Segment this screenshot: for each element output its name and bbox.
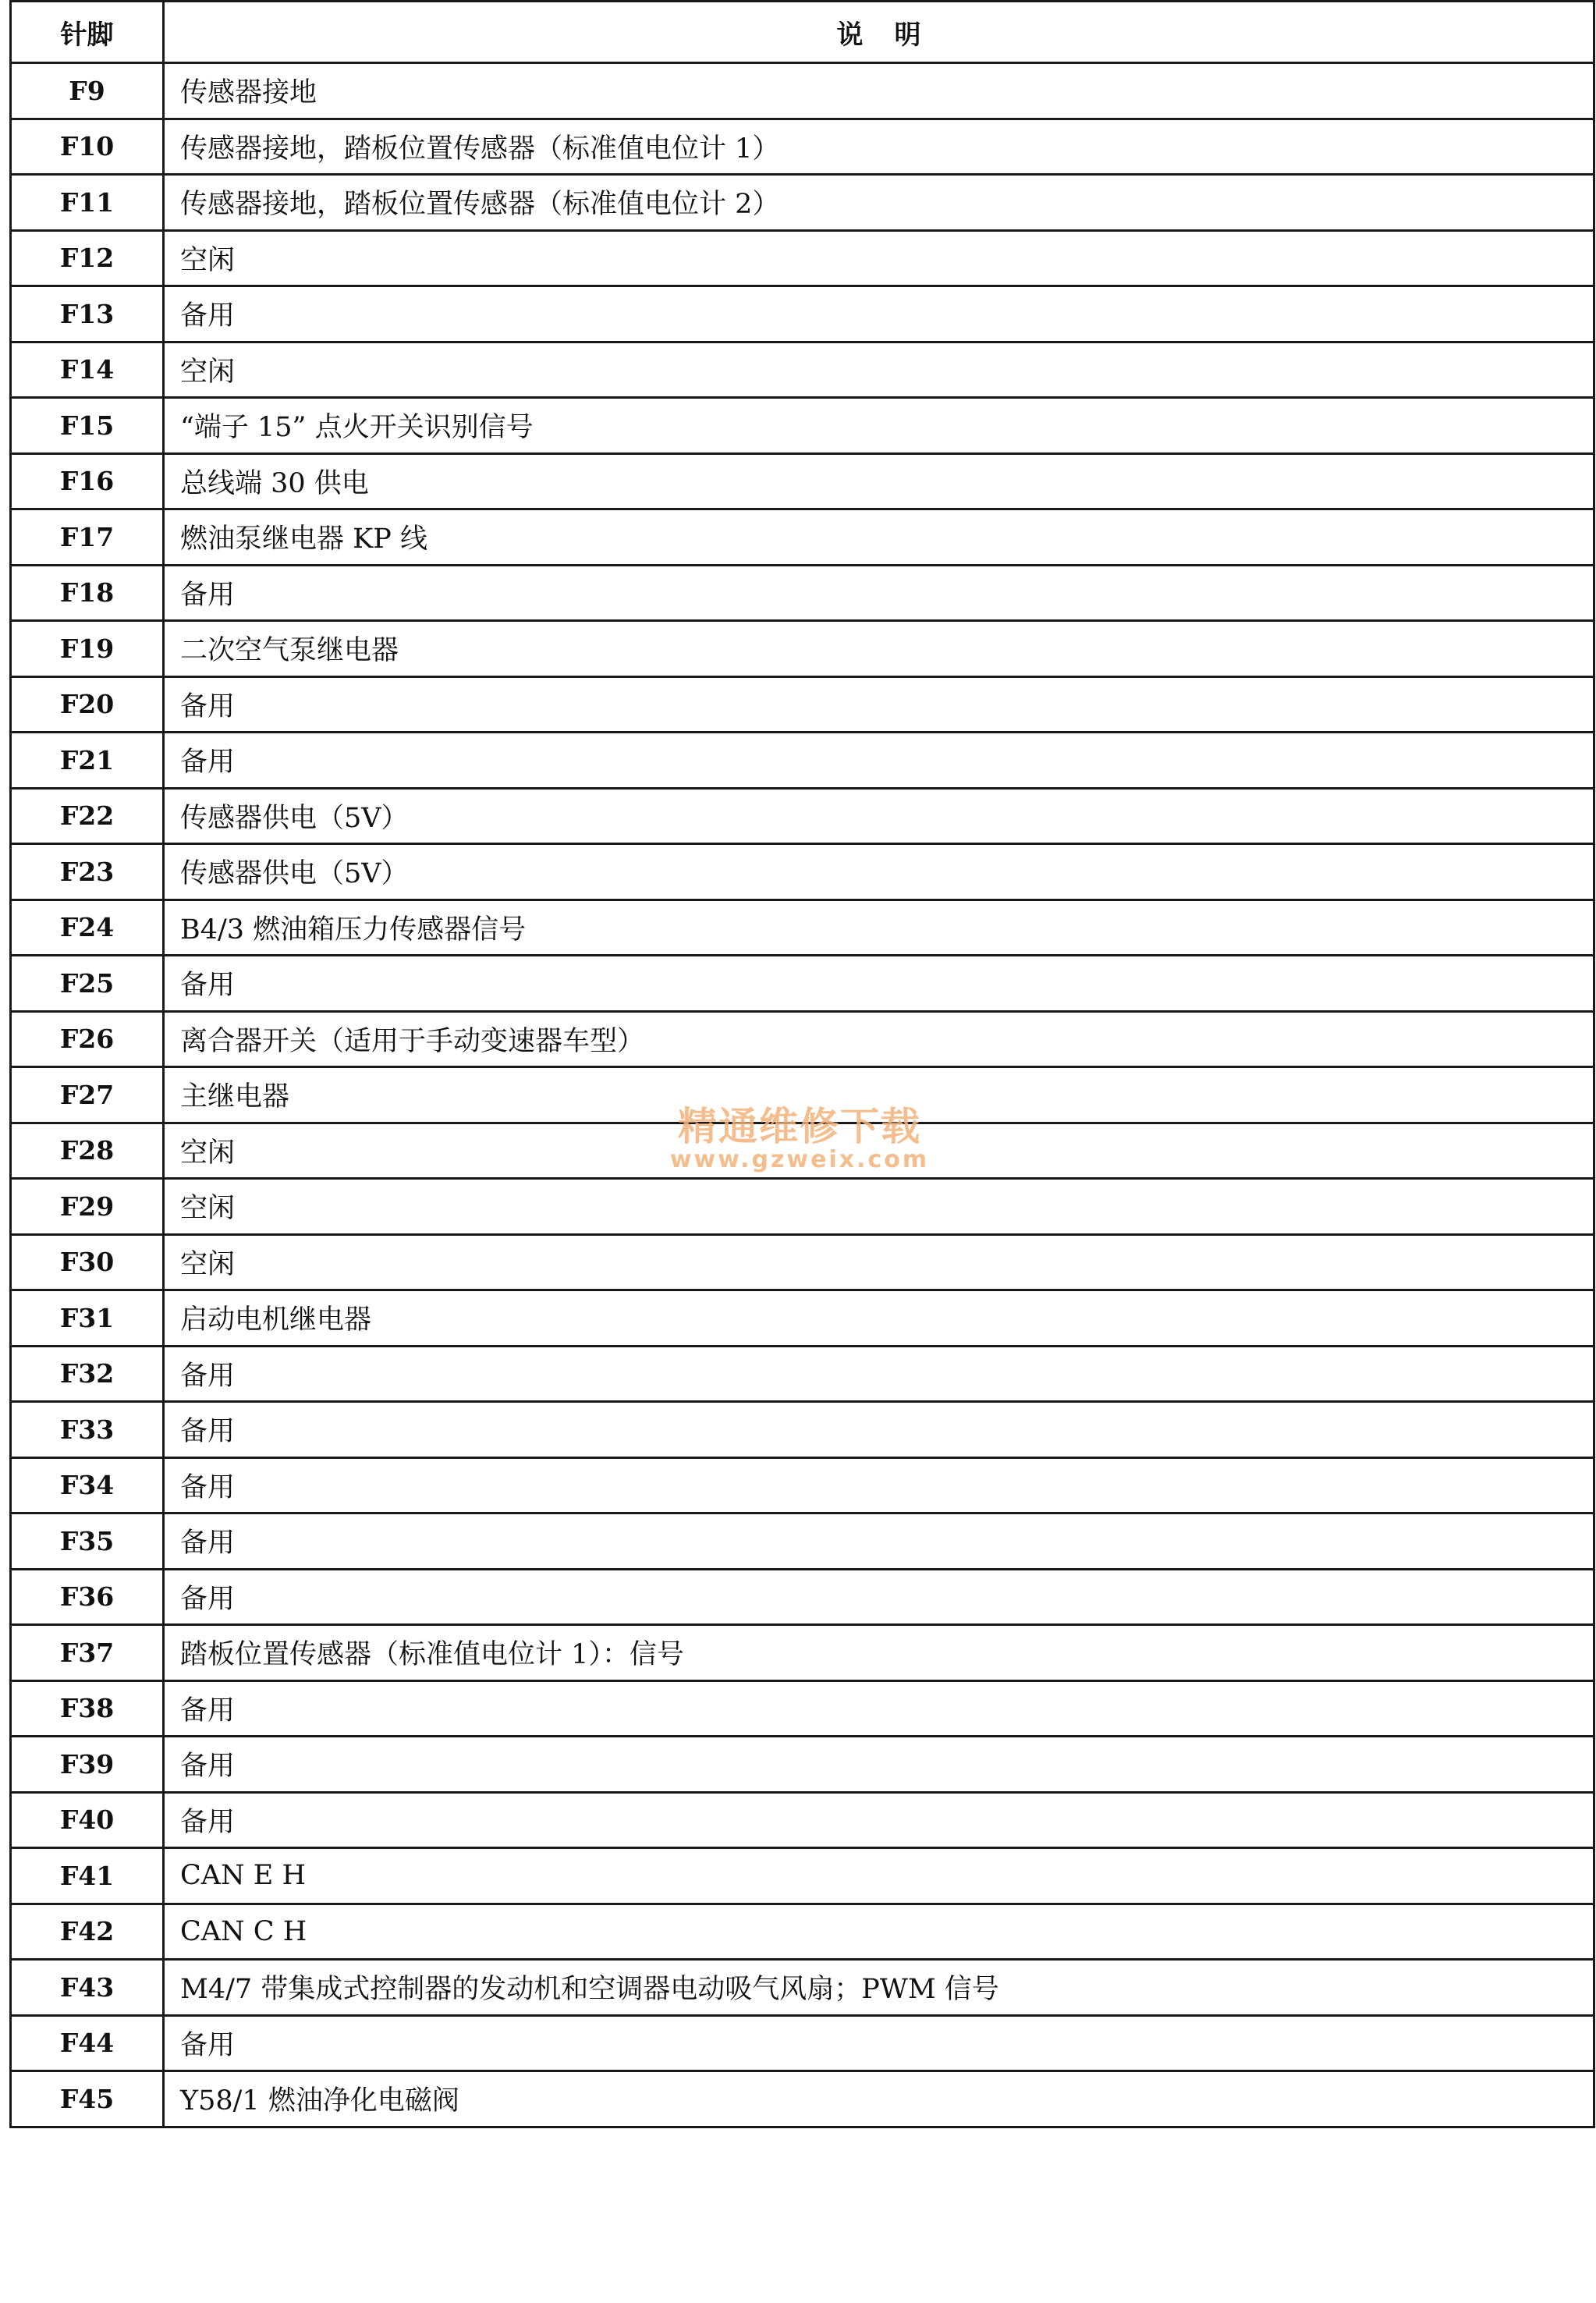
table-header (11, 2, 1594, 63)
description-cell: 备用 (164, 1346, 1594, 1402)
pin-cell: F32 (11, 1346, 164, 1402)
table-row (11, 1737, 1594, 1793)
header-description: 说明 (164, 2, 1594, 63)
description-cell: 备用 (164, 1457, 1594, 1513)
description-cell: 备用 (164, 565, 1594, 621)
pin-cell: F19 (11, 621, 164, 677)
pin-cell: F20 (11, 676, 164, 733)
description-cell: 传感器供电（5V） (164, 788, 1594, 844)
pin-cell: F43 (11, 1960, 164, 2016)
pin-cell: F18 (11, 565, 164, 621)
table-row (11, 900, 1594, 956)
pin-cell: F37 (11, 1625, 164, 1681)
table-row (11, 1792, 1594, 1848)
table-row (11, 1904, 1594, 1960)
table-row (11, 398, 1594, 454)
pin-cell: F10 (11, 119, 164, 175)
pin-cell: F40 (11, 1792, 164, 1848)
table-row (11, 1011, 1594, 1067)
table-row (11, 63, 1594, 119)
description-cell: 备用 (164, 1792, 1594, 1848)
pin-cell: F30 (11, 1234, 164, 1290)
description-cell: 备用 (164, 1680, 1594, 1737)
table-row (11, 1569, 1594, 1625)
description-cell: 备用 (164, 2015, 1594, 2071)
table-row (11, 1290, 1594, 1347)
description-cell: 空闲 (164, 230, 1594, 286)
pin-cell: F11 (11, 175, 164, 231)
pin-cell: F12 (11, 230, 164, 286)
table-row (11, 1457, 1594, 1513)
pin-cell: F23 (11, 844, 164, 900)
pin-cell: F24 (11, 900, 164, 956)
table-row (11, 342, 1594, 398)
table-row (11, 1960, 1594, 2016)
table-row (11, 1680, 1594, 1737)
pin-cell: F13 (11, 286, 164, 342)
table-row (11, 230, 1594, 286)
description-cell: 传感器接地，踏板位置传感器（标准值电位计 2） (164, 175, 1594, 231)
table-row (11, 565, 1594, 621)
description-cell: 离合器开关（适用于手动变速器车型） (164, 1011, 1594, 1067)
header-row (11, 2, 1594, 63)
table-row (11, 2015, 1594, 2071)
description-cell: 备用 (164, 286, 1594, 342)
description-cell: 空闲 (164, 1234, 1594, 1290)
description-cell: 燃油泵继电器 KP 线 (164, 509, 1594, 566)
pin-cell: F31 (11, 1290, 164, 1347)
table-row (11, 956, 1594, 1012)
table-row (11, 733, 1594, 789)
description-cell: 总线端 30 供电 (164, 453, 1594, 509)
description-cell: 备用 (164, 1513, 1594, 1570)
pin-cell: F39 (11, 1737, 164, 1793)
description-cell: 备用 (164, 1569, 1594, 1625)
description-cell: 空闲 (164, 1179, 1594, 1235)
watermark-url: www.gzweix.com (669, 1145, 930, 1173)
pin-cell: F41 (11, 1848, 164, 1904)
table-row (11, 175, 1594, 231)
pin-cell: F21 (11, 733, 164, 789)
description-cell: 传感器接地 (164, 63, 1594, 119)
pin-cell: F16 (11, 453, 164, 509)
pin-assignment-table (9, 0, 1595, 2128)
table-row (11, 286, 1594, 342)
description-cell: 二次空气泵继电器 (164, 621, 1594, 677)
table-row (11, 1848, 1594, 1904)
description-cell: 备用 (164, 676, 1594, 733)
pin-cell: F15 (11, 398, 164, 454)
table-row (11, 788, 1594, 844)
pin-cell: F14 (11, 342, 164, 398)
pin-cell: F29 (11, 1179, 164, 1235)
table-row (11, 119, 1594, 175)
pin-cell: F36 (11, 1569, 164, 1625)
table-row (11, 2071, 1594, 2127)
table-row (11, 509, 1594, 566)
table-row (11, 1179, 1594, 1235)
table-row (11, 1123, 1594, 1179)
description-cell: 传感器供电（5V） (164, 844, 1594, 900)
description-cell: 主继电器 (164, 1067, 1594, 1123)
pin-cell: F22 (11, 788, 164, 844)
table-row (11, 844, 1594, 900)
table-body (11, 63, 1594, 2127)
description-cell: 备用 (164, 1402, 1594, 1458)
description-cell: 踏板位置传感器（标准值电位计 1）：信号 (164, 1625, 1594, 1681)
table-row (11, 1234, 1594, 1290)
table-row (11, 1402, 1594, 1458)
pin-cell: F26 (11, 1011, 164, 1067)
table-row (11, 453, 1594, 509)
description-cell: Y58/1 燃油净化电磁阀 (164, 2071, 1594, 2127)
pin-cell: F9 (11, 63, 164, 119)
description-cell: 启动电机继电器 (164, 1290, 1594, 1347)
pin-cell: F33 (11, 1402, 164, 1458)
description-cell: 备用 (164, 733, 1594, 789)
description-cell: CAN C H (164, 1904, 1594, 1960)
pin-cell: F44 (11, 2015, 164, 2071)
watermark-text: 精通维修下载 (678, 1104, 921, 1149)
pin-cell: F28 (11, 1123, 164, 1179)
pin-cell: F38 (11, 1680, 164, 1737)
table-row (11, 676, 1594, 733)
table-row (11, 1625, 1594, 1681)
table-row (11, 621, 1594, 677)
pin-cell: F34 (11, 1457, 164, 1513)
description-cell: “端子 15” 点火开关识别信号 (164, 398, 1594, 454)
description-cell: 传感器接地，踏板位置传感器（标准值电位计 1） (164, 119, 1594, 175)
table-row (11, 1067, 1594, 1123)
pin-cell: F35 (11, 1513, 164, 1570)
pin-cell: F17 (11, 509, 164, 566)
description-cell: B4/3 燃油箱压力传感器信号 (164, 900, 1594, 956)
description-cell: M4/7 带集成式控制器的发动机和空调器电动吸气风扇；PWM 信号 (164, 1960, 1594, 2016)
pin-cell: F27 (11, 1067, 164, 1123)
description-cell: 备用 (164, 956, 1594, 1012)
table-row (11, 1346, 1594, 1402)
pin-cell: F42 (11, 1904, 164, 1960)
pin-cell: F25 (11, 956, 164, 1012)
header-pin: 针脚 (11, 2, 164, 63)
description-cell: 备用 (164, 1737, 1594, 1793)
table-row (11, 1513, 1594, 1570)
description-cell: 空闲 (164, 1123, 1594, 1179)
description-cell: 空闲 (164, 342, 1594, 398)
description-cell: CAN E H (164, 1848, 1594, 1904)
pin-cell: F45 (11, 2071, 164, 2127)
